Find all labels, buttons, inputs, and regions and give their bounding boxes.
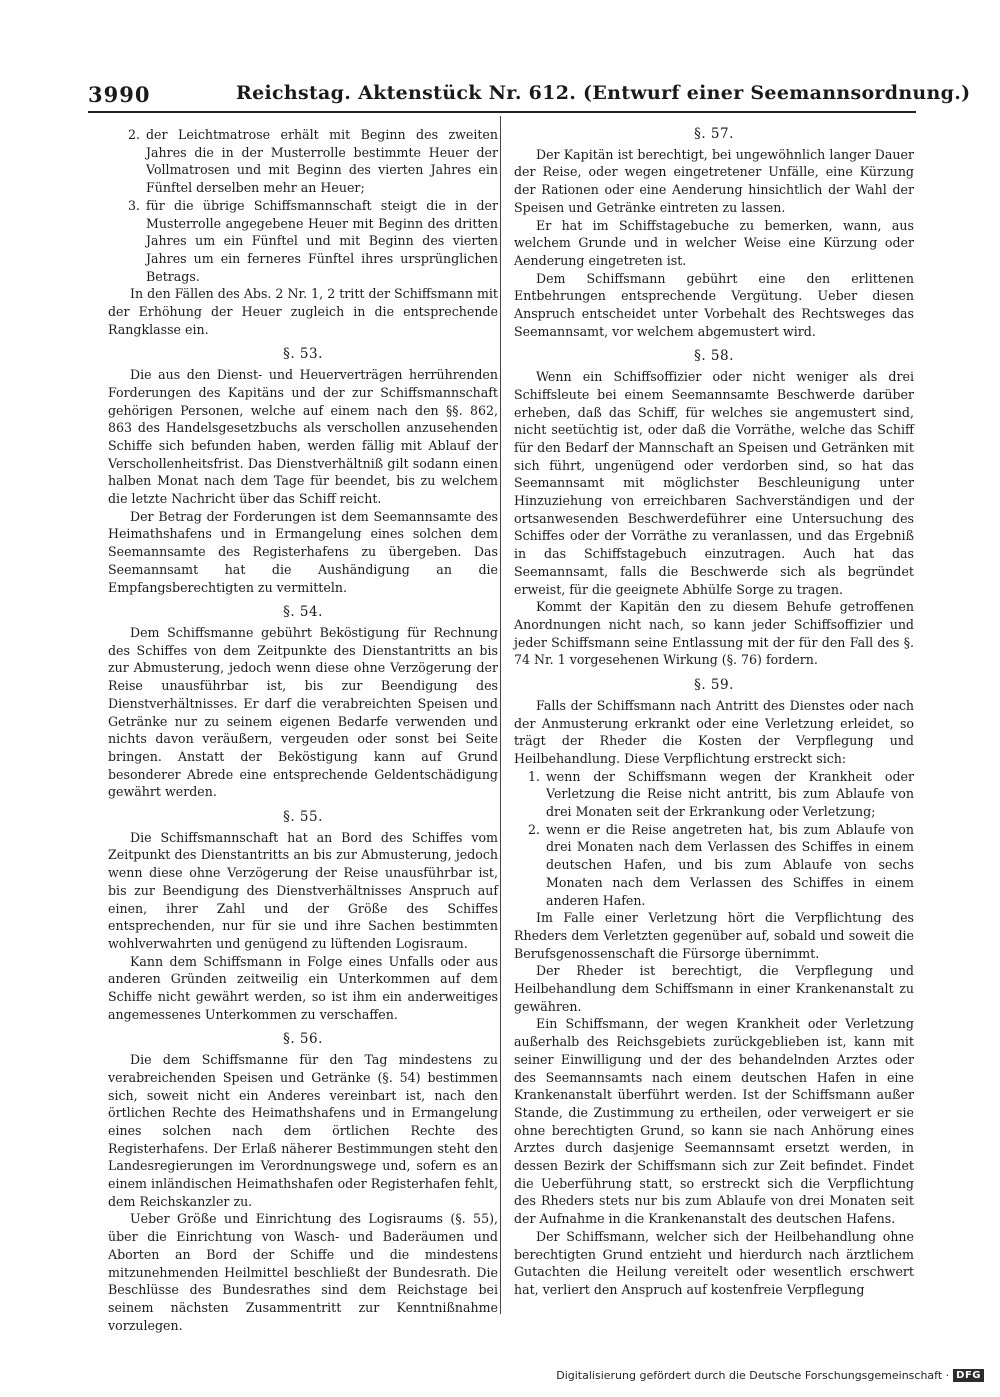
page-header xyxy=(88,78,971,108)
dfg-logo: DFG xyxy=(953,1369,984,1382)
section-heading-53: §. 53. xyxy=(283,346,323,363)
paragraph: Im Falle einer Verletzung hört die Verpflichtung des Rheders dem Verletzten gegenüber auf, sobald und soweit die Berufsgenossenschaft die Fürsorge übernimmt. xyxy=(514,910,914,961)
paragraph: Der Rheder ist berechtigt, die Verpflegung und Heilbehandlung dem Schiffsmann in einer Krankenanstalt zu gewähren. xyxy=(514,963,914,1014)
section-heading-54: §. 54. xyxy=(283,604,323,621)
paragraph: Ein Schiffsmann, der wegen Krankheit oder Verletzung außerhalb des Reichsgebiets zurückgeblieben ist, kann mit seiner Einwilligung und der des behandelnden Arztes oder des Seemannsamts nach einem deutschen Hafen in eine Krankenanstalt überführt werden. Ist der Schiffsmann außer Stande, die Zustimmung zu ertheilen, oder verweigert er sie ohne berechtigten Grund, so kann sie nach Anhörung eines Arztes durch dasjenige Seemannsamt ersetzt werden, in dessen Bezirk der Schiffsmann sich zur Zeit befindet. Findet die Ueberführung statt, so erstreckt sich die Verpflichtung des Rheders stets nur bis zum Ablaufe von drei Monaten seit der Aufnahme in die Krankenanstalt des deutschen Hafens. xyxy=(514,1016,914,1227)
credit-text: Digitalisierung gefördert durch die Deutsche Forschungsgemeinschaft · xyxy=(556,1368,950,1382)
list-s59 xyxy=(514,768,914,910)
section-heading-58: §. 58. xyxy=(694,348,734,365)
section-heading-56: §. 56. xyxy=(283,1031,323,1048)
list-item-text: wenn der Schiffsmann wegen der Krankheit oder Verletzung die Reise nicht antritt, bis zum Ablaufe von drei Monaten seit der Erkrankung oder Verletzung; xyxy=(546,768,914,820)
paragraph: Dem Schiffsmanne gebührt Beköstigung für Rechnung des Schiffes von dem Zeitpunkte des Dienstantritts an bis zur Abmusterung, jedoch wenn diese ohne Verzögerung der Reise unausführbar ist, bis zur Beendigung des Dienstverhältnisses. Er darf die verabreichten Speisen und Getränke nur zu seinem eigenen Bedarfe verwenden und nichts davon veräußern, vergeuden oder sonst bei Seite bringen. Anstatt der Beköstigung kann auf Grund besonderer Abrede eine entsprechende Geldentschädigung gewährt werden. xyxy=(108,624,498,800)
paragraph: Er hat im Schiffstagebuche zu bemerken, wann, aus welchem Grunde und in welcher Weise eine Kürzung oder Aenderung eingetreten ist. xyxy=(514,217,914,268)
paragraph: Dem Schiffsmann gebührt eine den erlittenen Entbehrungen entsprechende Vergütung. Ueber diesen Anspruch entscheidet unter Vorbehalt des Rechtsweges das Seemannsamt, vor welchem abgemustert wird. xyxy=(514,270,914,339)
paragraph: Der Betrag der Forderungen ist dem Seemannsamte des Heimathshafens und in Ermangelung eines solchen dem Seemannsamte des Registerhafens zu übergeben. Das Seemannsamt hat die Aushändigung an die Empfangsberechtigten zu vermitteln. xyxy=(108,508,498,595)
running-title: Reichstag. Aktenstück Nr. 612. (Entwurf einer Seemannsordnung.) xyxy=(236,82,971,104)
list-item-number: 3. xyxy=(127,197,140,213)
paragraph: In den Fällen des Abs. 2 Nr. 1, 2 tritt der Schiffsmann mit der Erhöhung der Heuer zugleich in die entsprechende Rangklasse ein. xyxy=(108,286,498,337)
paragraph: Die Schiffsmannschaft hat an Bord des Schiffes vom Zeitpunkt des Dienstantritts an bis zur Abmusterung, jedoch wenn diese ohne Verzögerung der Reise unausführbar ist, bis zur Beendigung des Dienstverhältnisses Anspruch auf einen, ihrer Zahl und der Größe des Schiffes entsprechenden, nur für sie und ihre Sachen bestimmten wohlverwahrten und genügend zu lüftenden Logisraum. xyxy=(108,829,498,951)
list-continued xyxy=(108,126,498,285)
paragraph: Der Kapitän ist berechtigt, bei ungewöhnlich langer Dauer der Reise, oder wegen eingetretener Unfälle, eine Kürzung der Rationen oder eine Aenderung hinsichtlich der Wahl der Speisen und Getränke eintreten zu lassen. xyxy=(514,146,914,215)
list-item xyxy=(108,197,498,286)
paragraph: Falls der Schiffsmann nach Antritt des Dienstes oder nach der Anmusterung erkrankt oder eine Verletzung erleidet, so trägt der Rheder die Kosten der Verpflegung und Heilbehandlung. Diese Verpflichtung erstreckt sich: xyxy=(514,697,914,766)
paragraph: Wenn ein Schiffsoffizier oder nicht weniger als drei Schiffsleute bei einem Seemannsamte Beschwerde darüber erheben, daß das Schiff, für welches sie angemustert sind, nicht seetüchtig ist, oder daß die Vorräthe, welche das Schiff für den Bedarf der Mannschaft an Speisen und Getränken mit sich führt, ungenügend oder verdorben sind, so hat das Seemannsamt mit möglichster Beschleunigung unter Hinzuziehung von erreichbaren Sachverständigen und der ortsanwesenden Beschwerdeführer eine Untersuchung des Schiffes oder der Vorräthe zu veranlassen, und das Ergebniß in das Schiffstagebuch einzutragen. Auch hat das Seemannsamt, falls die Beschwerde sich als begründet erweist, für die geeignete Abhülfe Sorge zu tragen. xyxy=(514,369,914,597)
page-number: 3990 xyxy=(88,82,151,107)
column-divider xyxy=(500,116,501,1314)
paragraph: Kommt der Kapitän den zu diesem Behufe getroffenen Anordnungen nicht nach, so kann jeder Schiffsoffizier und jeder Schiffsmann seine Entlassung mit der für den Fall des §. 74 Nr. 1 vorgesehenen Wirkung (§. 76) fordern. xyxy=(514,599,914,668)
paragraph: Der Schiffsmann, welcher sich der Heilbehandlung ohne berechtigten Grund entzieht und hierdurch nach ärztlichem Gutachten die Heilung vereitelt oder wesentlich erschwert hat, verliert den Anspruch auf kostenfreie Verpflegung xyxy=(514,1228,914,1297)
header-rule xyxy=(88,111,916,113)
paragraph: Die dem Schiffsmanne für den Tag mindestens zu verabreichenden Speisen und Getränke (§. 54) bestimmen sich, soweit nicht ein Anderes vereinbart ist, nach den örtlichen Rechte des Heimathshafens und in Ermangelung eines solchen nach dem örtlichen Rechte des Registerhafens. Der Erlaß näherer Bestimmungen steht den Landesregierungen im Verordnungswege und, sofern es an einem inländischen Heimathshafen oder Registerhafen fehlt, dem Reichskanzler zu. xyxy=(108,1052,498,1209)
paragraph: Ueber Größe und Einrichtung des Logisraums (§. 55), über die Einrichtung von Wasch- und Baderäumen und Aborten an Bord der Schiffe und die mindestens mitzunehmenden Heilmittel beschließt der Bundesrath. Die Beschlüsse des Bundesrathes sind dem Reichstage bei seinem nächsten Zusammentritt zur Kenntnißnahme vorzulegen. xyxy=(108,1211,498,1333)
digitization-credit xyxy=(556,1367,984,1383)
section-heading-59: §. 59. xyxy=(694,677,734,694)
list-item-text: wenn er die Reise angetreten hat, bis zum Ablaufe von drei Monaten nach dem Verlassen des Schiffes in einem deutschen Hafen, und bis zum Ablaufe von sechs Monaten nach dem Verlassen des Schiffes in einem anderen Hafen. xyxy=(546,821,914,908)
list-item-number: 2. xyxy=(527,821,540,837)
list-item xyxy=(514,768,914,821)
list-item-text: der Leichtmatrose erhält mit Beginn des zweiten Jahres die in der Musterrolle bestimmte Heuer der Vollmatrosen und mit Beginn des vierten Jahres ein Fünftel derselben mehr an Heuer; xyxy=(146,127,498,196)
right-column xyxy=(514,126,914,1299)
list-item-number: 2. xyxy=(127,127,140,142)
paragraph: Die aus den Dienst- und Heuerverträgen herrührenden Forderungen des Kapitäns und der zur Schiffsmannschaft gehörigen Personen, welche auf einem nach den §§. 862, 863 des Handelsgesetzbuchs als verschollen anzusehenden Schiffe sich befunden haben, werden fällig mit Ablauf der Verschollenheitsfrist. Das Dienstverhältniß gilt sodann einen halben Monat nach dem Tage für beendet, bis zu welchem die letzte Nachricht über das Schiff reicht. xyxy=(108,367,498,507)
list-item-text: für die übrige Schiffsmannschaft steigt die in der Musterrolle angegebene Heuer mit Beginn des dritten Jahres um ein Fünftel und mit Beginn des vierten Jahres um ein ferneres Fünftel ihres ursprünglichen Betrags. xyxy=(146,197,498,284)
left-column xyxy=(108,126,498,1334)
list-item xyxy=(108,126,498,197)
paragraph: Kann dem Schiffsmann in Folge eines Unfalls oder aus anderen Gründen zeitweilig ein Unterkommen auf dem Schiffe nicht gewährt werden, so ist ihm ein anderweitiges angemessenes Unterkommen zu verschaffen. xyxy=(108,953,498,1022)
section-heading-57: §. 57. xyxy=(694,126,734,142)
list-item-number: 1. xyxy=(527,768,540,784)
list-item xyxy=(514,821,914,910)
section-heading-55: §. 55. xyxy=(283,809,323,826)
